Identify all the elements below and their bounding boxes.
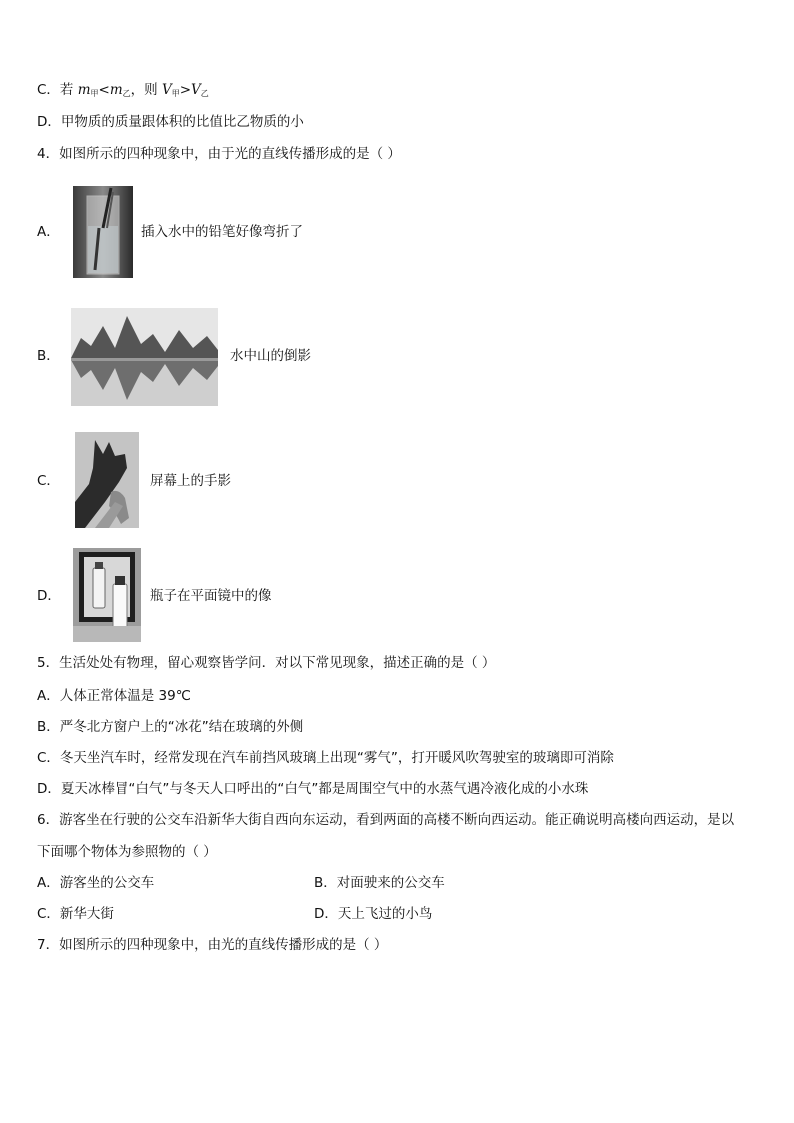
q4-option-c-caption: 屏幕上的手影 (150, 473, 231, 489)
q6-option-a: A．游客坐的公交车 (37, 875, 155, 891)
q5-option-d: D．夏天冰棒冒“白气”与冬天人口呼出的“白气”都是周围空气中的水蒸气遇冷液化成的小水珠 (37, 781, 589, 797)
hand-shadow-image (75, 432, 139, 528)
q6-option-c: C．新华大街 (37, 906, 114, 922)
q7-stem: 7．如图所示的四种现象中，由光的直线传播形成的是（ ） (37, 937, 388, 953)
mountain-reflection-image (71, 308, 218, 406)
q6-option-d: D．天上飞过的小鸟 (314, 906, 433, 922)
q4-option-a-label: A． (37, 224, 60, 240)
q5-stem: 5．生活处处有物理，留心观察皆学问．对以下常见现象，描述正确的是（ ） (37, 655, 496, 671)
q4-option-d-caption: 瓶子在平面镜中的像 (150, 588, 272, 604)
q4-option-c-label: C． (37, 473, 60, 489)
q3-option-c: C．若 $m_甲<m_乙$，则 $V_甲>V_乙$ (37, 82, 209, 98)
q6-stem-line1: 6．游客坐在行驶的公交车沿新华大街自西向东运动，看到两面的高楼不断向西运动。能正确说明高楼向西运动，是以 (37, 812, 735, 828)
mirror-bottle-image (73, 548, 141, 642)
q6-stem-line2: 下面哪个物体为参照物的（ ） (37, 844, 217, 860)
q4-option-a-caption: 插入水中的铅笔好像弯折了 (141, 224, 303, 240)
q4-stem: 4．如图所示的四种现象中，由于光的直线传播形成的是（ ） (37, 146, 401, 162)
q5-option-b: B．严冬北方窗户上的“冰花”结在玻璃的外侧 (37, 719, 304, 735)
q5-option-c: C．冬天坐汽车时，经常发现在汽车前挡风玻璃上出现“雾气”，打开暖风吹驾驶室的玻璃即可消除 (37, 750, 614, 766)
q4-option-d-label: D． (37, 588, 61, 604)
pencil-in-water-image (73, 186, 133, 278)
q4-option-b-caption: 水中山的倒影 (230, 348, 311, 364)
q3-option-d: D．甲物质的质量跟体积的比值比乙物质的小 (37, 114, 304, 130)
q5-option-a: A．人体正常体温是 39℃ (37, 688, 191, 704)
q4-option-b-label: B． (37, 348, 60, 364)
q6-option-b: B．对面驶来的公交车 (314, 875, 445, 891)
